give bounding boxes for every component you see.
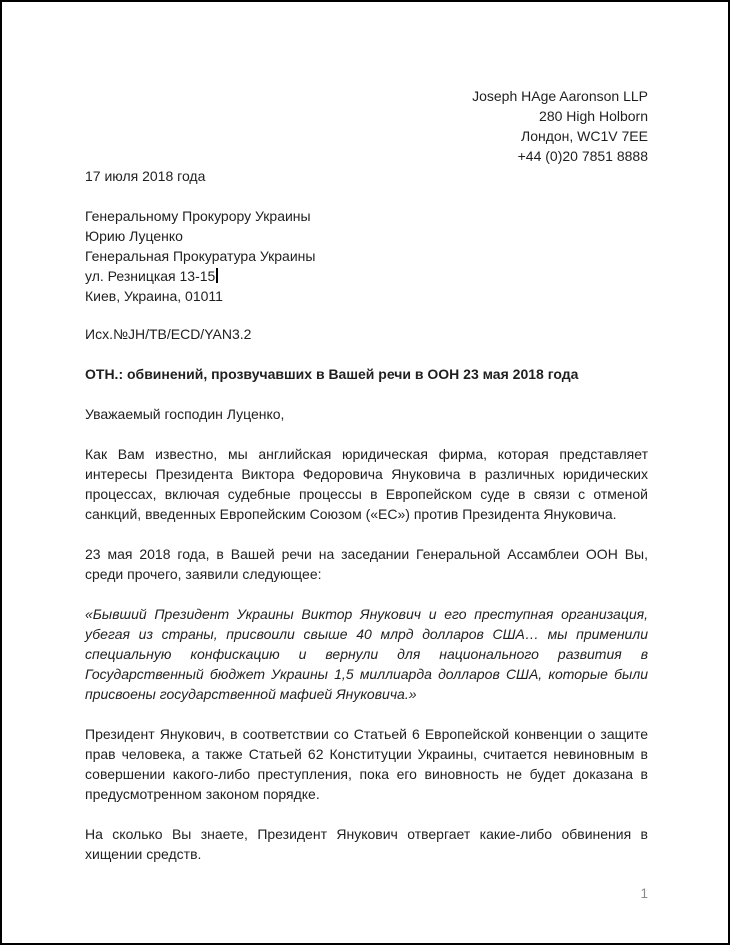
sender-line-phone: +44 (0)20 7851 8888 xyxy=(517,148,648,164)
body-paragraph-1: Как Вам известно, мы английская юридическая фирма, которая представляет интересы Президента Виктора Федоровича Януковича в различных юридических процессах, включая судебные процессы в Европейском суде в связи с отменой санкций, введенных Европейским Союзом («ЕС») против Президента Януковича. xyxy=(85,446,648,522)
recipient-address-block xyxy=(85,206,648,306)
sender-address-block xyxy=(85,86,648,166)
body-paragraph-2: 23 мая 2018 года, в Вашей речи на заседании Генеральной Ассамблеи ООН Вы, среди прочего, заявили следующее: xyxy=(85,546,648,582)
recipient-line-city: Киев, Украина, 01011 xyxy=(85,288,223,304)
recipient-line-name: Юрию Луценко xyxy=(85,228,183,244)
sender-line-city: Лондон, WC1V 7EE xyxy=(521,128,648,144)
subject-line: ОТН.: обвинений, прозвучавших в Вашей речи в ООН 23 мая 2018 года xyxy=(85,366,579,382)
recipient-street-text: ул. Резницкая 13-15 xyxy=(85,268,216,284)
date-line: 17 июля 2018 года xyxy=(85,168,206,184)
text-cursor xyxy=(216,268,218,283)
body-paragraph-3: Президент Янукович, в соответствии со Статьей 6 Европейской конвенции о защите прав человека, а также Статьей 62 Конституции Украины, считается невиновным в совершении какого-либо преступления, пока его виновность не будет доказана в предусмотренном законом порядке. xyxy=(85,726,648,802)
body-paragraph-4: На сколько Вы знаете, Президент Янукович отвергает какие-либо обвинения в хищении средств. xyxy=(85,826,648,862)
recipient-line-street xyxy=(85,266,648,286)
sender-line-street: 280 High Holborn xyxy=(539,108,648,124)
letter-content xyxy=(2,2,728,904)
recipient-line-title: Генеральному Прокурору Украины xyxy=(85,208,311,224)
page-number: 1 xyxy=(640,886,648,901)
recipient-line-office: Генеральная Прокуратура Украины xyxy=(85,248,316,264)
salutation-line: Уважаемый господин Луценко, xyxy=(85,406,285,422)
reference-line: Исх.№JH/TB/ECD/YAN3.2 xyxy=(85,326,252,342)
sender-line-firm: Joseph HAge Aaronson LLP xyxy=(472,88,648,104)
quote-paragraph: «Бывший Президент Украины Виктор Янукович и его преступная организация, убегая из страны, присвоили свыше 40 млрд долларов США… мы применили специальную конфискацию и вернули для национального развития в Государственный бюджет Украины 1,5 миллиарда долларов США, которые были присвоены государственной мафией Януковича.» xyxy=(85,606,648,702)
